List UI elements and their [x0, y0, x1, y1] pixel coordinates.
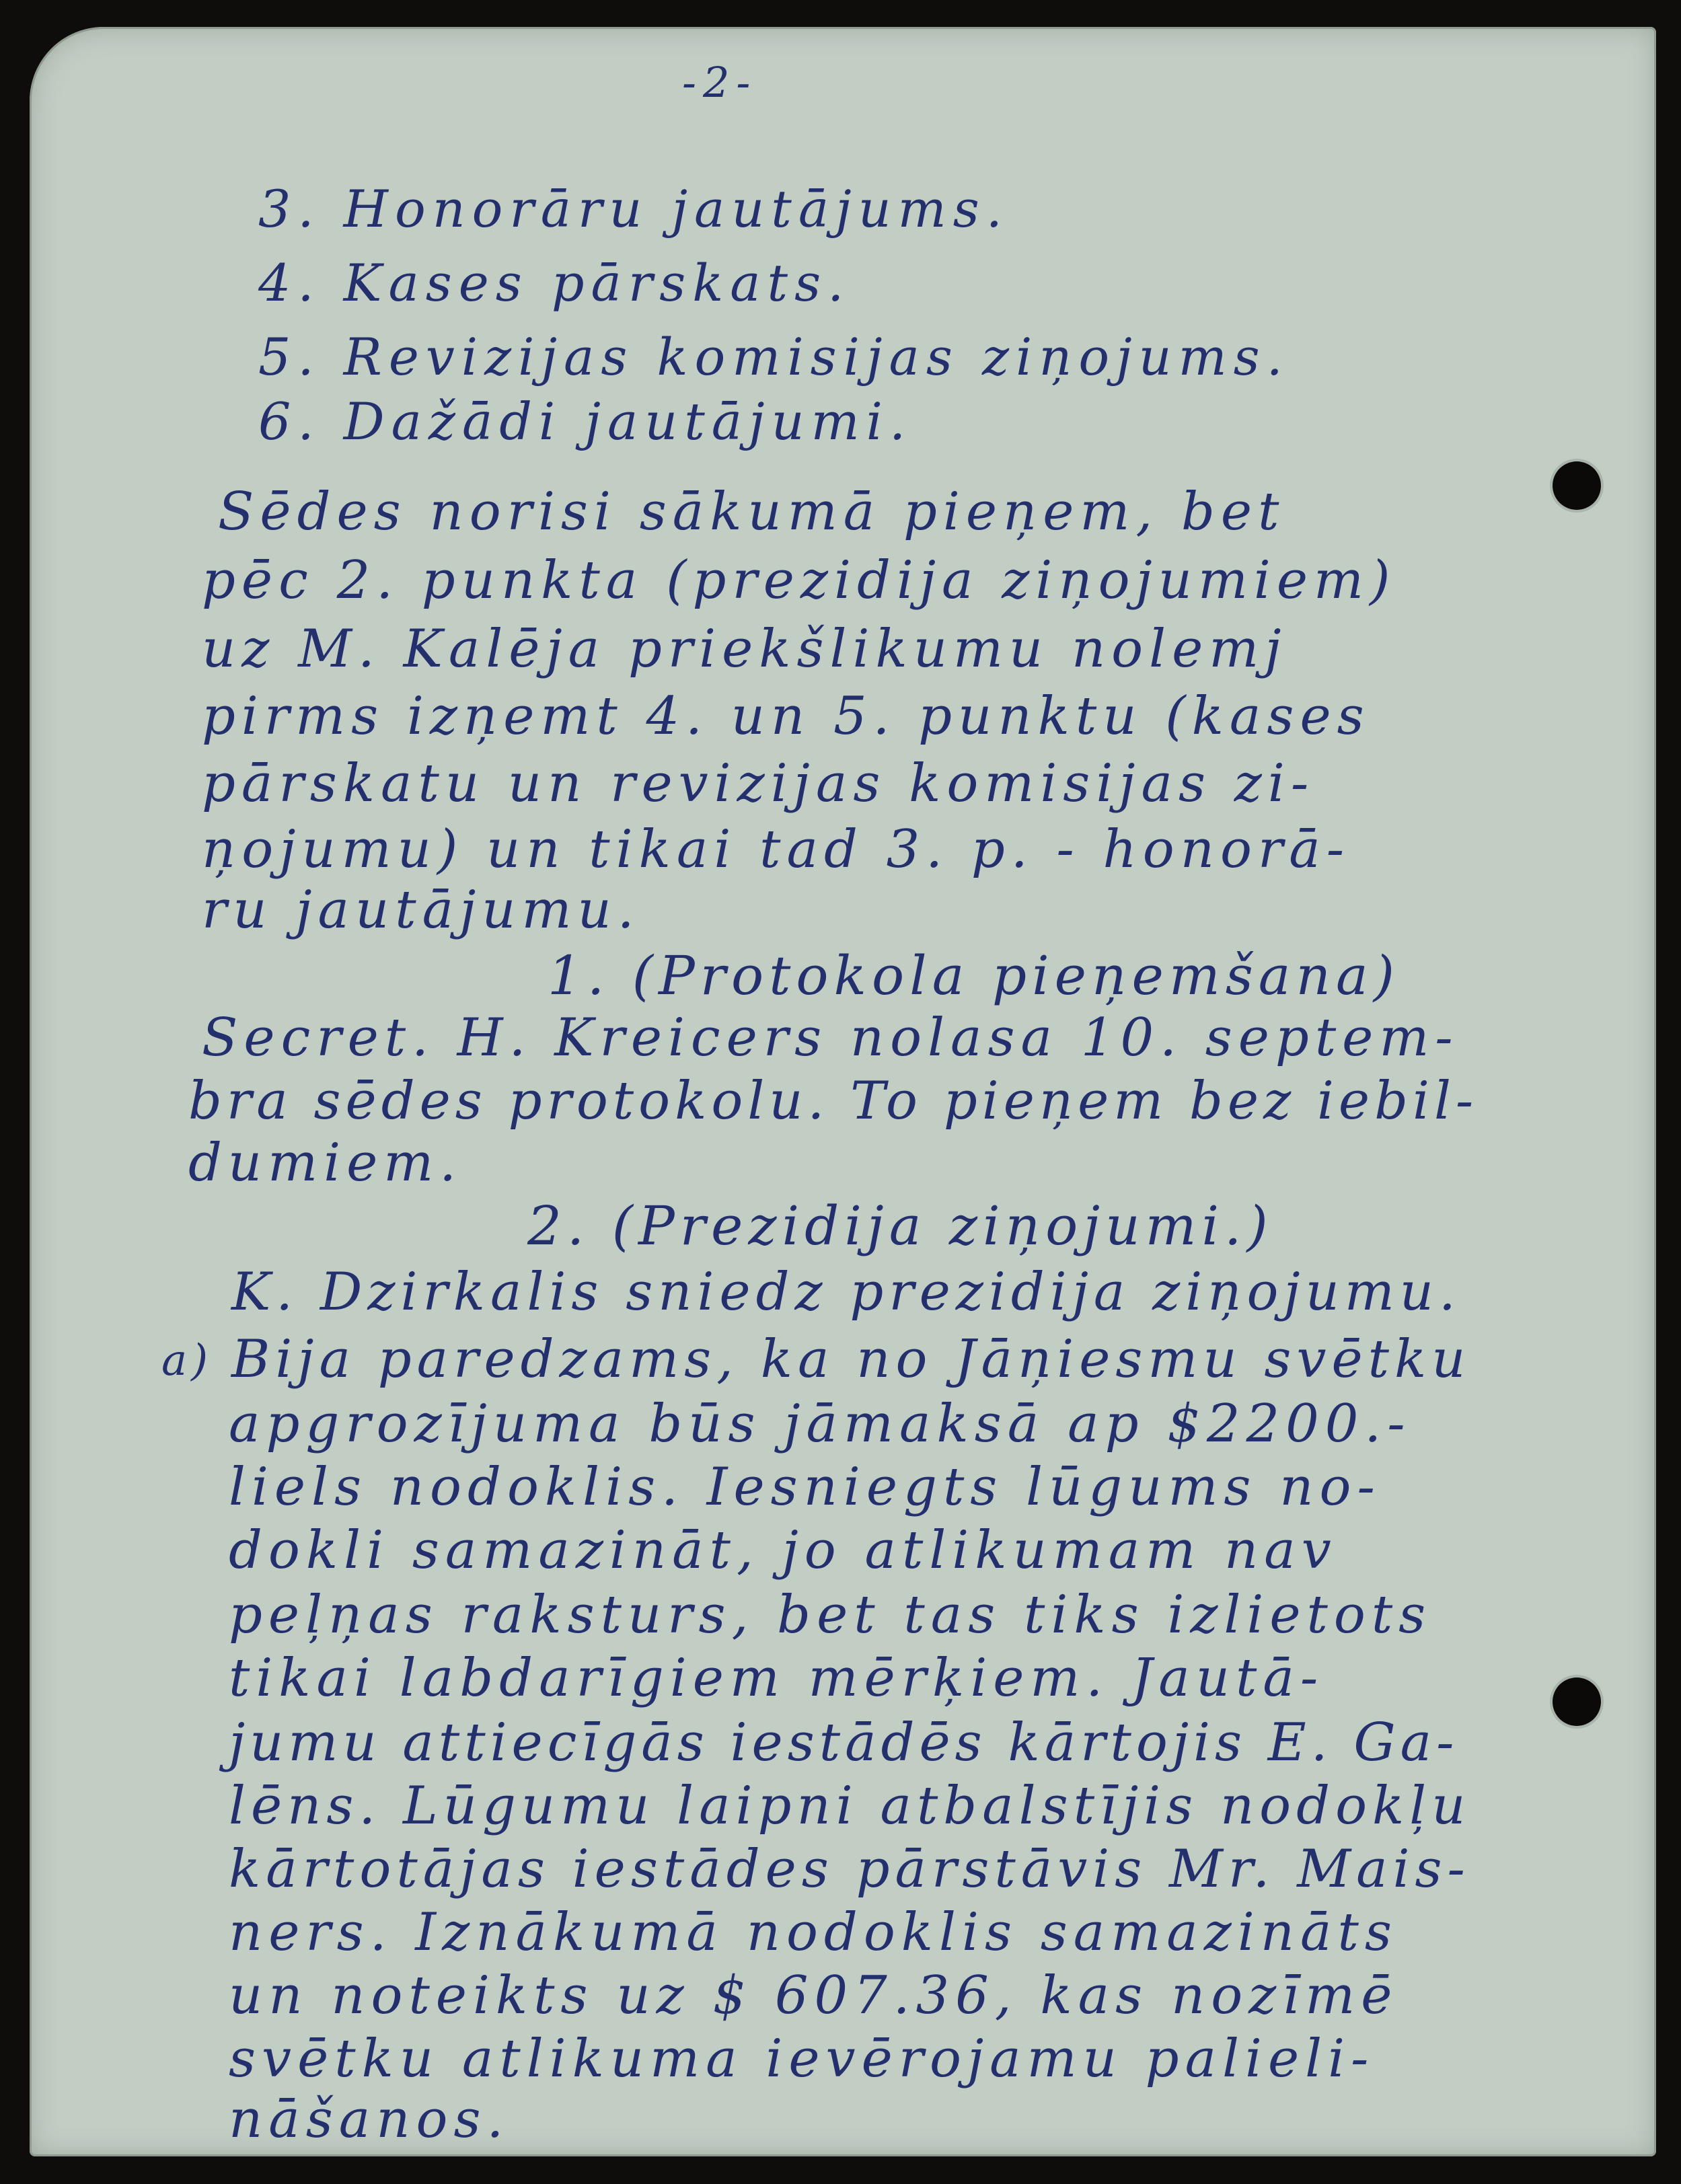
- intro-line: pirms izņemt 4. un 5. punktu (kases: [202, 686, 1370, 747]
- section-2-line: ners. Iznākumā nodoklis samazināts: [229, 1902, 1398, 1963]
- agenda-item: 5. Revizijas komisijas ziņojums.: [258, 327, 1290, 387]
- section-2-heading: 2. (Prezidija ziņojumi.): [527, 1195, 1273, 1257]
- section-2-line: svētku atlikuma ievērojamu palieli-: [229, 2029, 1375, 2089]
- section-2-line: kārtotājas iestādes pārstāvis Mr. Mais-: [229, 1839, 1470, 1899]
- section-2-lead: K. Dzirkalis sniedz prezidija ziņojumu.: [231, 1262, 1461, 1322]
- section-1-heading: 1. (Protokola pieņemšana): [548, 944, 1400, 1007]
- intro-line: pārskatu un revizijas komisijas zi-: [202, 753, 1315, 814]
- section-2-line: apgrozījuma būs jāmaksā ap $2200.-: [229, 1394, 1411, 1454]
- section-1-line: dumiem.: [188, 1133, 462, 1193]
- agenda-item: 3. Honorāru jautājums.: [258, 179, 1009, 239]
- punch-hole-top: [1553, 461, 1601, 510]
- document-page: [30, 27, 1656, 2156]
- section-2-line: tikai labdarīgiem mērķiem. Jautā-: [229, 1648, 1324, 1708]
- intro-line: pēc 2. punkta (prezidija ziņojumiem): [202, 550, 1396, 611]
- intro-line: ru jautājumu.: [202, 880, 640, 940]
- section-2-line: lēns. Lūgumu laipni atbalstījis nodokļu: [229, 1776, 1471, 1836]
- section-2-line: liels nodoklis. Iesniegts lūgums no-: [229, 1457, 1381, 1517]
- intro-line: ņojumu) un tikai tad 3. p. - honorā-: [202, 819, 1351, 880]
- punch-hole-bottom: [1553, 1678, 1601, 1726]
- section-2-line: nāšanos.: [229, 2089, 510, 2150]
- section-2-line: peļņas raksturs, bet tas tiks izlietots: [229, 1585, 1432, 1645]
- item-marker: a): [161, 1336, 213, 1386]
- section-2-line: dokli samazināt, jo atlikumam nav: [229, 1520, 1337, 1581]
- intro-line: uz M. Kalēja priekšlikumu nolemj: [202, 619, 1287, 679]
- agenda-item: 4. Kases pārskats.: [258, 253, 851, 313]
- agenda-item: 6. Dažādi jautājumi.: [258, 391, 913, 451]
- section-1-line: Secret. H. Kreicers nolasa 10. septem-: [202, 1008, 1459, 1068]
- intro-line: Sēdes norisi sākumā pieņem, bet: [218, 482, 1285, 542]
- section-1-line: bra sēdes protokolu. To pieņem bez iebil-: [188, 1071, 1479, 1131]
- section-2-line: jumu attiecīgās iestādēs kārtojis E. Ga-: [229, 1712, 1459, 1773]
- section-2-line: un noteikts uz $ 607.36, kas nozīmē: [229, 1965, 1398, 2026]
- page-number: -2-: [682, 58, 757, 107]
- section-2-line: Bija paredzams, ka no Jāņiesmu svētku: [231, 1329, 1471, 1390]
